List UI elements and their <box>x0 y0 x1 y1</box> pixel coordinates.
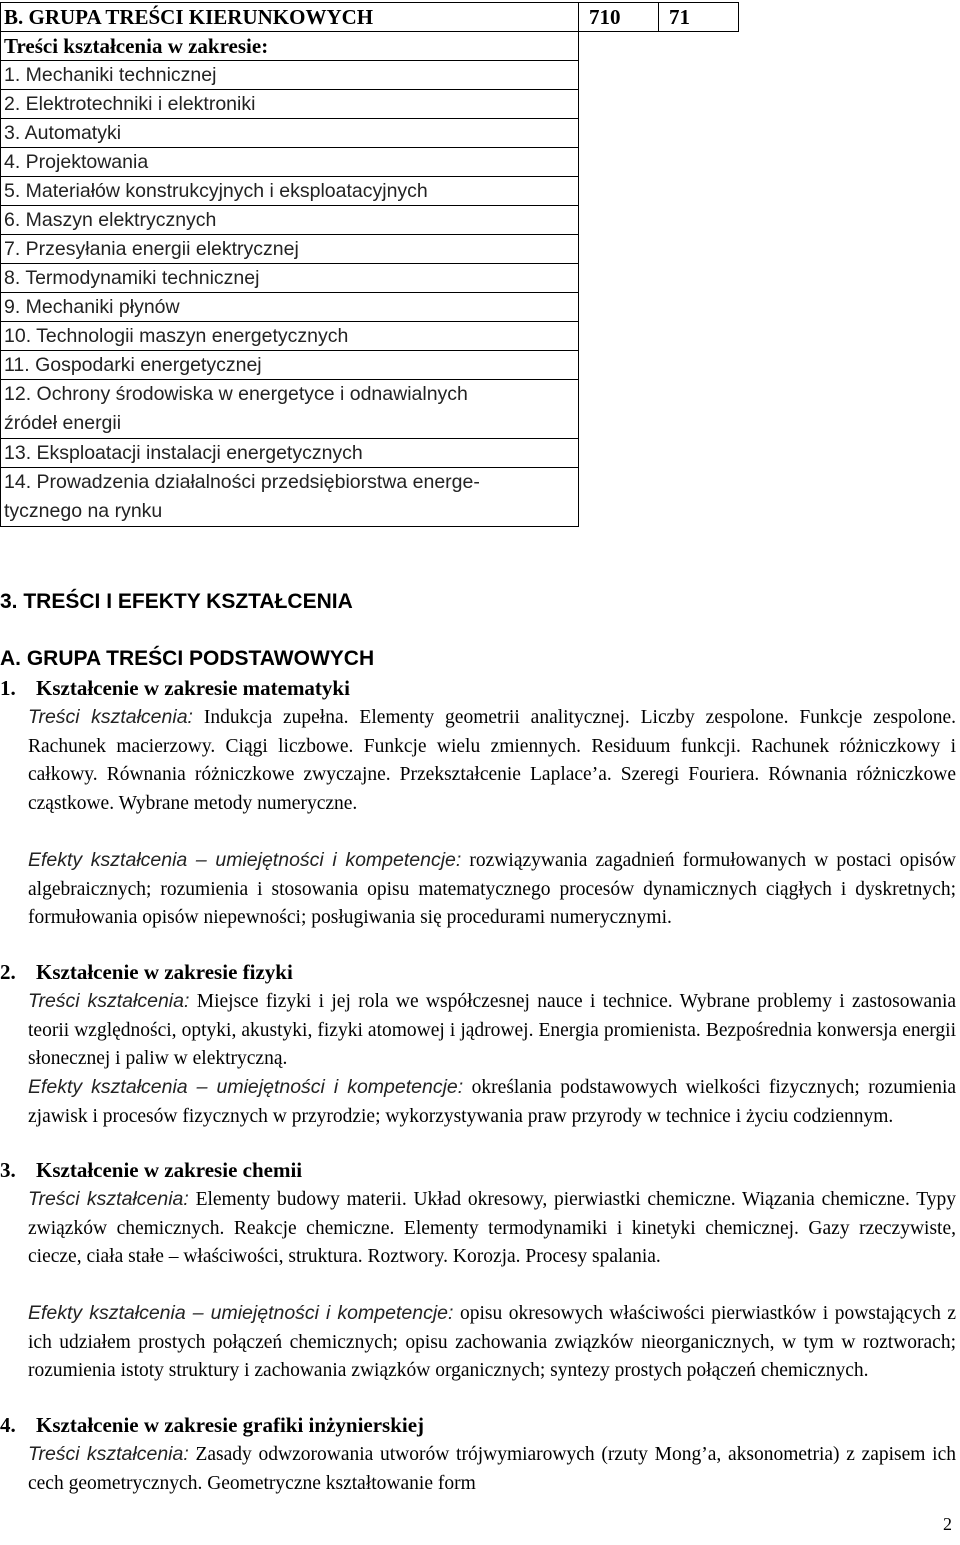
content-paragraph-math <box>28 703 956 818</box>
section-title: 3. TREŚCI I EFEKTY KSZTAŁCENIA <box>0 590 353 613</box>
content-paragraph-graphics <box>28 1440 956 1498</box>
group-title: A. GRUPA TREŚCI PODSTAWOWYCH <box>0 647 375 670</box>
table-row <box>1 61 739 90</box>
table-ects-cell: 71 <box>659 3 739 32</box>
table-item: 3. Automatyki <box>1 119 579 148</box>
subsection-title-text: Kształcenie w zakresie fizyki <box>36 960 293 984</box>
table-item <box>1 380 579 439</box>
effects-label: Efekty kształcenia – umiejętności i kompetencje: <box>28 1302 454 1324</box>
content-text: Miejsce fizyki i jej rola we współczesnej nauce i technice. Wybrane problemy i zastosowania teorii względności, optyki, akustyki, fizyki atomowej i jądrowej. Energia promienista. Bezpośrednia konwersja energii słonecznej i paliw w elektryczną. <box>28 991 957 1070</box>
content-paragraph-physics <box>28 987 956 1074</box>
effects-paragraph-math <box>28 846 956 933</box>
table-row <box>1 206 739 235</box>
table-row <box>1 293 739 322</box>
effects-text: rozwiązywania zagadnień formułowanych w postaci opisów algebraicznych; rozumienia i stosowania opisu matematycznego procesów dynamicznych ciągłych i dyskretnych; formułowania opisów niepewności; posługiwania się procedurami numerycznymi. <box>28 850 957 929</box>
table-subheading-row <box>1 32 739 61</box>
effects-paragraph-physics <box>28 1073 956 1131</box>
table-row <box>1 468 739 527</box>
table-heading: B. GRUPA TREŚCI KIERUNKOWYCH <box>1 3 579 32</box>
table-row <box>1 380 739 439</box>
effects-label: Efekty kształcenia – umiejętności i kompetencje: <box>28 1076 464 1098</box>
subsection-number: 2. <box>0 960 16 984</box>
table-item-line: tycznego na rynku <box>4 500 163 522</box>
table-item: 1. Mechaniki technicznej <box>1 61 579 90</box>
subsection-title-text: Kształcenie w zakresie matematyki <box>36 676 350 700</box>
table-row <box>1 351 739 380</box>
content-label: Treści kształcenia: <box>28 706 193 728</box>
content-text: Elementy budowy materii. Układ okresowy, pierwiastki chemiczne. Wiązania chemiczne. Typy związków chemicznych. Reakcje chemiczne. Elementy termodynamiki i kinetyki chemicznej. Gazy rzeczywiste, ciecze, ciała stałe – właściwości, struktura. Roztwory. Korozja. Procesy spalania. <box>28 1189 957 1268</box>
subsection-title-text: Kształcenie w zakresie grafiki inżynierskiej <box>36 1413 425 1437</box>
table-row <box>1 119 739 148</box>
content-paragraph-chemistry <box>28 1185 956 1272</box>
table-row <box>1 177 739 206</box>
subsection-number: 1. <box>0 676 16 700</box>
table-item: 5. Materiałów konstrukcyjnych i eksploatacyjnych <box>1 177 579 206</box>
table-header-row <box>1 3 739 32</box>
table-item: 10. Technologii maszyn energetycznych <box>1 322 579 351</box>
table-item: 4. Projektowania <box>1 148 579 177</box>
table-row <box>1 439 739 468</box>
table-item-line: źródeł energii <box>4 412 122 434</box>
table-item: 2. Elektrotechniki i elektroniki <box>1 90 579 119</box>
content-text: Indukcja zupełna. Elementy geometrii analitycznej. Liczby zespolone. Funkcje zespolone. Rachunek macierzowy. Ciągi liczbowe. Funkcje wielu zmiennych. Residuum funkcji. Rachunek różniczkowy i całkowy. Równania różniczkowe zwyczajne. Przekształcenie Laplace’a. Szeregi Fouriera. Równania różniczkowe cząstkowe. Wybrane metody numeryczne. <box>28 707 957 814</box>
table-item: 6. Maszyn elektrycznych <box>1 206 579 235</box>
content-text: Zasady odwzorowania utworów trójwymiarowych (rzuty Mong’a, aksonometria) z zapisem ich cech geometrycznych. Geometryczne kształtowanie form <box>28 1444 956 1494</box>
content-label: Treści kształcenia: <box>28 1443 189 1465</box>
table-row <box>1 90 739 119</box>
table-hours-cell: 710 <box>579 3 659 32</box>
effects-text: określania podstawowych wielkości fizycznych; rozumienia zjawisk i procesów fizycznych w przyrodzie; wykorzystywania praw przyrody w technice i życiu codziennym. <box>28 1077 957 1127</box>
table-item: 8. Termodynamiki technicznej <box>1 264 579 293</box>
page-number: 2 <box>943 1514 952 1534</box>
subsection-number: 4. <box>0 1413 16 1437</box>
subsection-title-text: Kształcenie w zakresie chemii <box>36 1158 303 1182</box>
content-label: Treści kształcenia: <box>28 990 190 1012</box>
table-row <box>1 322 739 351</box>
table-item: 9. Mechaniki płynów <box>1 293 579 322</box>
table-item: 11. Gospodarki energetycznej <box>1 351 579 380</box>
effects-text: opisu okresowych właściwości pierwiastków i powstających z ich udziałem prostych połączeń chemicznych; opisu zachowania związków nieorganicznych, w tym w roztworach; rozumienia istoty struktury i zachowania związków organicznych; syntezy prostych połączeń chemicznych. <box>28 1303 957 1382</box>
table-item-line: 14. Prowadzenia działalności przedsiębiorstwa energe- <box>4 471 480 493</box>
table-row <box>1 148 739 177</box>
table-item: 7. Przesyłania energii elektrycznej <box>1 235 579 264</box>
subsection-number: 3. <box>0 1158 16 1182</box>
table-item-line: 12. Ochrony środowiska w energetyce i odnawialnych <box>4 383 468 405</box>
effects-paragraph-chemistry <box>28 1299 956 1386</box>
table-subheading: Treści kształcenia w zakresie: <box>1 32 579 61</box>
content-label: Treści kształcenia: <box>28 1188 189 1210</box>
table-row <box>1 264 739 293</box>
curriculum-table <box>0 2 739 527</box>
effects-label: Efekty kształcenia – umiejętności i kompetencje: <box>28 849 462 871</box>
subsection-title-graphics <box>0 1413 424 1438</box>
subsection-title-math <box>0 676 350 701</box>
subsection-title-chemistry <box>0 1158 302 1183</box>
table-item: 13. Eksploatacji instalacji energetycznych <box>1 439 579 468</box>
table-row <box>1 235 739 264</box>
subsection-title-physics <box>0 960 293 985</box>
table-item <box>1 468 579 527</box>
